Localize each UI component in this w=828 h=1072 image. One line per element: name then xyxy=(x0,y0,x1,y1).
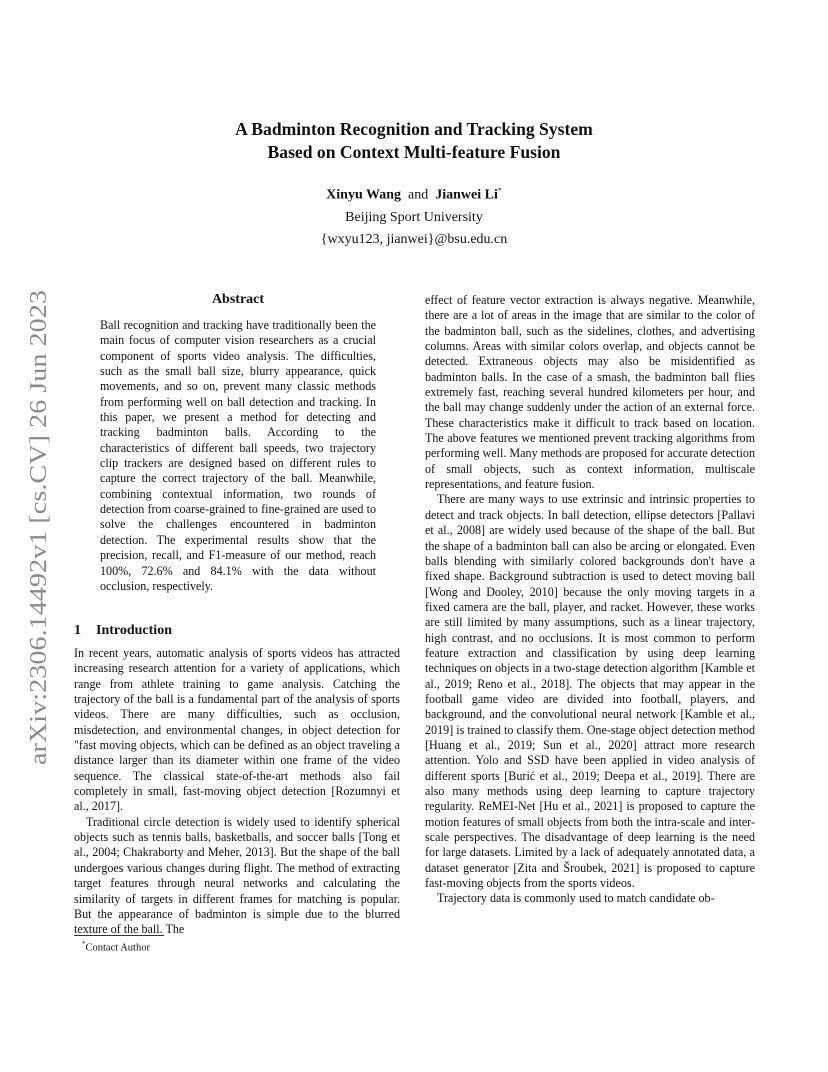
arxiv-stamp xyxy=(22,290,52,765)
footnote-rule xyxy=(74,935,164,936)
paper-title xyxy=(80,118,748,164)
authors xyxy=(80,186,748,204)
footnote xyxy=(82,940,150,954)
abstract-body xyxy=(100,318,376,594)
abstract-heading: Abstract xyxy=(211,292,265,307)
author-2-mark: * xyxy=(497,186,502,195)
right-column-body xyxy=(425,293,755,907)
author-2: Jianwei Li xyxy=(435,187,498,203)
intro-paragraph-1: In recent years, automatic analysis of sports videos has attracted increasing research attention for a variety of applications, which range from athlete training to game analysis. Catching the trajectory of the ball is a fundamental part of the analysis of sports videos. There are many difficulties, such as occlusion, misdetection, and environmental changes, in object detection for "fast moving objects, which can be defined as an object traveling a distance larger than its diameter within one frame of the video sequence. The classical state-of-the-art methods also fail completely in small, fast-moving object detection [Rozumnyi et al., 2017]. xyxy=(74,646,400,814)
intro-paragraph-2: Traditional circle detection is widely used to identify spherical objects such as tennis balls, basketballs, and soccer balls [Tong et al., 2004; Chakraborty and Meher, 2013]. But the shape of the ball undergoes various changes during flight. The method of extracting target features through neural networks and calculating the similarity of targets in different frames for matching is popular. But the appearance of badminton is simple due to the blurred texture of the ball. The xyxy=(74,814,400,937)
title-line-2: Based on Context Multi-feature Fusion xyxy=(267,142,561,162)
author-and: and xyxy=(408,187,429,203)
right-paragraph-2: There are many ways to use extrinsic and intrinsic properties to detect and track objects. In ball detection, ellipse detectors [Pallavi et al., 2008] are widely used because of the shape of the ball. But the shape of a badminton ball can also be arcing or elongated. Even balls blending with similarly colored backgrounds don't have a fixed shape. Background subtraction is used to detect moving ball [Wong and Dooley, 2010] because the only moving targets in a fixed camera are the ball, player, and racket. However, these works are still limited by many assumptions, such as a linear trajectory, high contrast, and no occlusions. It is most common to perform feature extraction and classification by using deep learning techniques on objects in a two-stage detection algorithm [Kamble et al., 2019; Reno et al., 2018]. The objects that may appear in the football game video are divided into football, players, and background, and the convolutional neural network [Kamble et al., 2019] is trained to classify them. One-stage object detection method [Huang et al., 2019; Sun et al., 2020] attract more research attention. Yolo and SSD have been applied in video analysis of different sports [Burić et al., 2019; Deepa et al., 2019]. There are also many methods using deep learning to capture trajectory regularity. ReMEI-Net [Hu et al., 2021] is proposed to capture the motion features of small objects from both the intra-scale and inter-scale perspectives. The disadvantage of deep learning is the need for large datasets. Limited by a lack of adequately annotated data, a dataset generator [Zita and Šroubek, 2021] is proposed to capture fast-moving objects from the sports videos. xyxy=(425,492,755,891)
email: {wxyu123, jianwei}@bsu.edu.cn xyxy=(320,232,508,247)
author-1: Xinyu Wang xyxy=(326,187,401,203)
abstract-text: Ball recognition and tracking have traditionally been the main focus of computer vision researchers as a crucial component of sports video analysis. The difficulties, such as the small ball size, blurry appearance, quick movements, and so on, prevent many classic methods from performing well on ball detection and tracking. In this paper, we present a method for detecting and tracking badminton balls. According to the characteristics of different ball speeds, two trajectory clip trackers are designed based on different rules to capture the correct trajectory of the ball. Meanwhile, combining contextual information, two rounds of detection from coarse-grained to fine-grained are used to solve the challenges encountered in badminton detection. The experimental results show that the precision, recall, and F1-measure of our method, reach 100%, 72.6% and 84.1% with the data without occlusion, respectively. xyxy=(100,318,376,593)
footnote-text: Contact Author xyxy=(85,942,150,954)
arxiv-stamp-text: arXiv:2306.14492v1 [cs.CV] 26 Jun 2023 xyxy=(26,361,52,765)
footnote-mark: * xyxy=(82,940,86,948)
title-line-1: A Badminton Recognition and Tracking System xyxy=(235,119,593,139)
section-heading xyxy=(74,623,394,639)
affiliation: Beijing Sport University xyxy=(345,210,483,225)
section-number: 1 xyxy=(74,623,81,638)
right-paragraph-3: Trajectory data is commonly used to match candidate ob- xyxy=(437,891,715,906)
section-title: Introduction xyxy=(96,623,172,638)
right-paragraph-1: effect of feature vector extraction is always negative. Meanwhile, there are a lot of areas in the image that are similar to the color of the badminton ball, such as the sidelines, clothes, and advertising columns. Areas with similar colors overlap, and objects cannot be detected. Extraneous objects may also be misidentified as badminton balls. In the case of a smash, the badminton ball flies extremely fast, reaching several hundred kilometers per hour, and the ball may change suddenly under the action of an external force. These characteristics make it difficult to track based on location. The above features we mentioned prevent tracking algorithms from performing well. Many methods are proposed for accurate detection of small objects, such as context information, multiscale representations, and feature fusion. xyxy=(425,293,755,492)
left-column-body xyxy=(74,646,400,938)
affiliation-block xyxy=(80,207,748,251)
